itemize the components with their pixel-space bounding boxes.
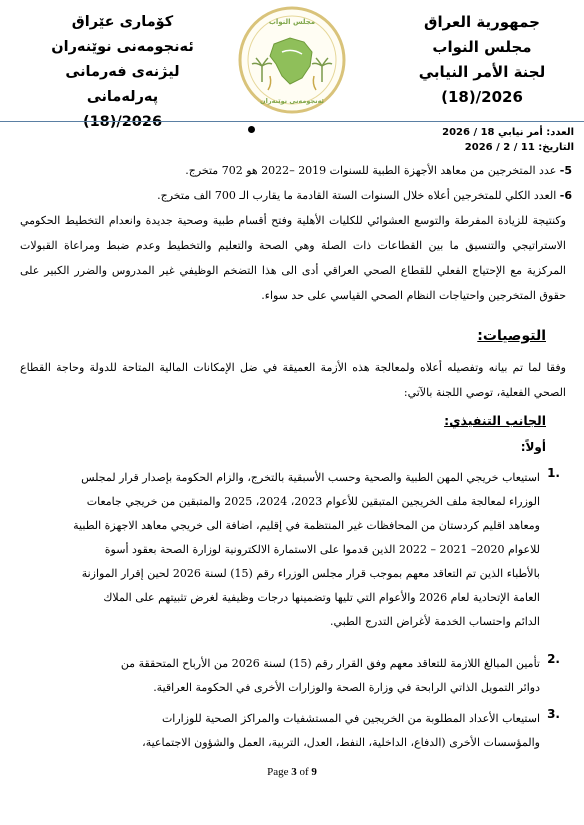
rec-item-1-line: استيعاب خريجي المهن الطبية والصحية وحسب الأسبقية بالتخرج، والزام الحكومة بإصدار قرار لمجلس [81,471,540,484]
header-arabic-line-country: جمهورية العراق [424,13,540,31]
footer-middle: of [296,766,312,778]
rec-item-1-line: العامة الإتحادية لعام 2026 والأعوام التي تليها وتضمينها درجات وظيفية لغرض تثبيتهم على الملاك [103,591,540,604]
header-kurdish [40,10,205,135]
rec-item-1-line: الدائم واحتساب الخدمة لأغراض التدرج الطبي. [330,615,540,628]
recommendations-title: التوصيات: [477,328,546,344]
logo-text-bottom: ئەنجومەنی نوێنەران [260,97,324,105]
header-arabic-line-committee: لجنة الأمر النيابي [418,63,546,81]
recommendations-intro: وفقا لما تم بيانه وتفصيله أعلاه ولمعالجة هذه الأزمة العميقة في ضل الإمكانات المالية المتاحة للدولة وحاجة القطاع الصحي الفعلية، توصي اللجنة بالآتي: [20,361,566,399]
footer-prefix: Page [267,766,292,778]
header-kurdish-line-committee: لیژنەی فەرمانی پەرلەمانی [65,64,180,105]
consequence-paragraph: وكنتيجة للزيادة المفرطة والتوسع العشوائي للكليات الأهلية وفتح أقسام طبية وصحية جديدة وانعدام التخطيط الحكومي الاستراتيجي والتنسيق ما بين القطاعات ذات الصلة وهي الصحة والتعليم والتخطيط وعدم ضبط ومراعاة القبولات المركزية مع الإحتياج الفعلي للقطاع الصحي العراقي أدى الى هذا التضخم الوظيفي غير المدروس والضرر الكبير على حقوق المتخرجين واحتياجات النظام الصحي القياسي على حد سواء. [20,214,566,302]
rec-item-number: 2. [547,652,560,666]
rec-item-1-line: ومعاهد اقليم كردستان من المحافظات غير المنتظمة في إقليم، اضافة الى خريجي معاهد الاجهزة الطبية [73,519,540,532]
list-item-text: العدد الكلي للمتخرجين أعلاه خلال السنوات الستة القادمة ما يقارب الـ 700 الف متخرج. [157,189,557,202]
header-kurdish-line-number: 2026/(18) [82,114,163,130]
executive-heading: الجانب التنفيذي: [444,413,546,428]
rec-item-3 [20,707,540,755]
header-kurdish-line-country: كۆماری عێراق [71,14,174,30]
rec-item-number: 1. [547,466,560,480]
parliament-logo [232,4,352,116]
footer-total-pages: 9 [311,766,317,778]
parliament-logo-icon [232,4,352,116]
rec-item-1 [20,466,540,634]
rec-item-number: 3. [547,707,560,721]
rec-item-3-line: استيعاب الأعداد المطلوبة من الخريجين في المستشفيات والمراكز الصحية للوزارات [161,712,540,725]
rec-item-1-line: الوزراء لمعالجة ملف الخريجين المتبقين للأعوام 2023، 2024، 2025 والمتبقين من خريجي جامعات [86,495,540,508]
footer-current-page: 3 [291,766,297,778]
rec-item-2 [20,652,540,700]
rec-item-2-line: تأمين المبالغ اللازمة للتعاقد معهم وفق القرار رقم (15) لسنة 2026 من الأرباح المتحققة من [120,657,540,670]
header-arabic-line-number: 2026/(18) [441,88,523,106]
header-arabic-line-council: مجلس النواب [432,38,532,56]
rec-item-1-line: بالأطباء الذين تم التعاقد معهم بموجب قرار مجلس الوزراء رقم (15) لسنة 2026 لحين إقرار الموازنة [81,567,540,580]
document-number: العدد: أمر نيابي 18 / 2026 [442,127,574,138]
header-kurdish-line-council: ئەنجومەنی نوێنەران [51,39,194,55]
first-label: أولاً: [520,440,546,454]
page-footer [0,766,584,778]
list-item-text: عدد المتخرجين من معاهد الأجهزة الطبية للسنوات 2019 –2022 هو 702 متخرج. [185,164,557,177]
rec-item-3-line: والمؤسسات الأخرى (الدفاع، الداخلية، النفط، العدل، التربية، العمل والشؤون الاجتماعية، [142,736,540,749]
list-item [185,161,572,181]
header-divider [0,121,584,122]
rec-item-2-line: دوائر التمويل الذاتي الرابحة في وزارة الصحة والوزارات الأخرى في الحكومة العراقية. [153,681,540,694]
bullet-dot [248,126,255,133]
list-item-number: 6- [559,189,572,202]
list-item [157,186,572,206]
rec-item-1-line: للاعوام 2020– 2021 – 2022 الذين قدموا على الاستمارة الالكترونية لوزارة الصحة بعقود أسوة [104,543,540,556]
logo-text-top: مجلس النواب [268,18,316,26]
header-arabic [402,10,562,110]
list-item-number: 5- [559,164,572,177]
document-date: التاريخ: 11 / 2 / 2026 [464,142,574,153]
